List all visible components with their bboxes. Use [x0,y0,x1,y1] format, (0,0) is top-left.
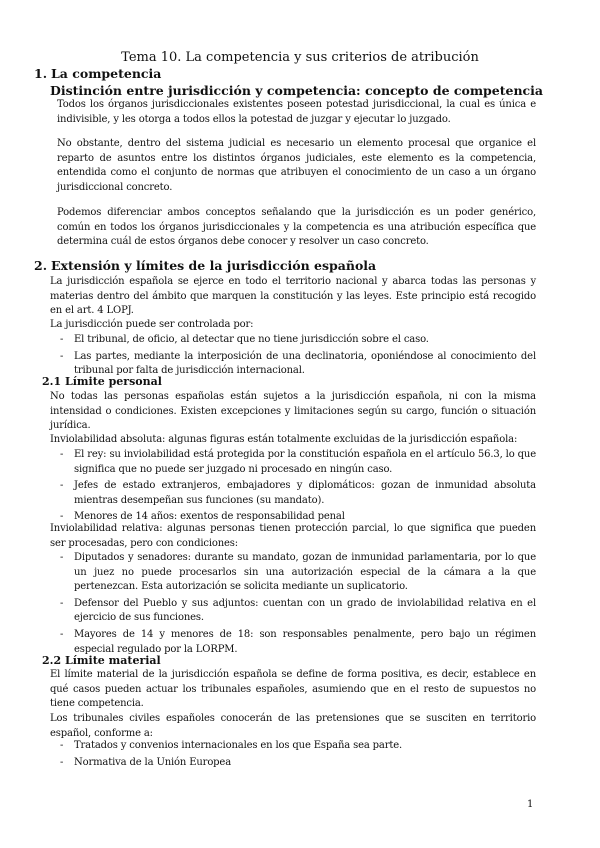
subsection-2-1-paragraph-3: Inviolabilidad relativa: algunas personas tienen protección parcial, lo que significa que pueden ser procesadas, pero con condiciones: [50,523,536,549]
subsection-2-1-paragraph-1: No todas las personas españolas están sujetos a la jurisdicción española, ni con la misma intensidad o condiciones. Existen excepciones y limitaciones según su cargo, función o situación jurídica. [50,391,536,432]
dash-bullet: - [60,597,64,609]
section-2-number: 2. [34,258,48,273]
list-item: - Tratados y convenios internacionales en los que España sea parte. [57,739,536,754]
section-2-paragraph-1: La jurisdicción española se ejerce en todo el territorio nacional y abarca todas las personas y materias dentro del ámbito que marquen la constitución y las leyes. Este principio está recogido en el art. 4 LOPJ. [50,276,536,317]
list-item: - Jefes de estado extranjeros, embajadores y diplomáticos: gozan de inmunidad absoluta mientras desempeñan sus funciones (su mandato). [60,480,536,506]
list-item: - Defensor del Pueblo y sus adjuntos: cuentan con un grado de inviolabilidad relativa en el ejercicio de sus funciones. [60,597,536,624]
section-1-heading [34,66,161,81]
dash-bullet: - [60,480,64,492]
list-item: - Mayores de 14 y menores de 18: son responsables penalmente, pero bajo un régimen especial regulado por la LORPM. [60,628,536,655]
subsection-2-1-paragraph-2: Inviolabilidad absoluta: algunas figuras están totalmente excluidas de la jurisdicción española: [50,434,518,445]
list-item: - Diputados y senadores: durante su mandato, gozan de inmunidad parlamentaria, por lo que un juez no puede procesarlos sin una autorización especial de la cámara a la que pertenezcan. Esta autorización se solicita mediante un suplicatorio. [60,552,536,593]
document-title: Tema 10. La competencia y sus criterios de atribución [121,50,479,65]
section-1-paragraph-2: No obstante, dentro del sistema judicial es necesario un elemento procesal que organice el reparto de asuntos entre los distintos órganos judiciales, este elemento es la competencia, entendida como el conjunto de normas que atribuyen el conocimiento de un caso a un órgano jurisdiccional concreto. [57,138,536,193]
dash-bullet: - [60,756,64,768]
section-2-heading [34,258,376,273]
subsection-2-2-heading: 2.2 Límite material [42,654,161,667]
subsection-2-2-paragraph-1: El límite material de la jurisdicción española se define de forma positiva, es decir, establece en qué casos pueden actuar los tribunales españoles, asumiendo que en el resto de supuestos no tiene competencia. [50,669,536,710]
list-item: - Menores de 14 años: exentos de responsabilidad penal [57,510,536,525]
list-item: - Las partes, mediante la interposición de una declinatoria, oponiéndose al conocimiento del tribunal por falta de jurisdicción internacional. [60,350,536,377]
absolute-inviolability-list [57,448,536,527]
list-item: - El tribunal, de oficio, al detectar que no tiene jurisdicción sobre el caso. [57,333,536,348]
section-1-title: La competencia [51,66,162,81]
dash-bullet: - [60,449,64,460]
dash-bullet: - [60,740,64,751]
relative-inviolability-list [57,551,536,659]
section-1-subheading: Distinción entre jurisdicción y competencia: concepto de competencia [50,83,544,98]
dash-bullet: - [60,334,64,345]
subsection-2-2-paragraph-2: Los tribunales civiles españoles conocerán de las pretensiones que se susciten en territorio español, conforme a: [50,713,536,739]
section-1-paragraph-1: Todos los órganos jurisdiccionales existentes poseen potestad jurisdiccional, la cual es única e indivisible, y les otorga a todos ellos la potestad de juzgar y ejecutar lo juzgado. [57,99,536,125]
dash-bullet: - [60,350,64,362]
dash-bullet: - [60,511,64,523]
subsection-2-1-heading: 2.1 Límite personal [42,375,162,388]
material-list [57,739,536,772]
control-list [57,333,536,381]
list-item: - Normativa de la Unión Europea [57,756,536,771]
page-number: 1 [527,799,534,810]
section-1-number: 1. [34,66,48,81]
list-item: - El rey: su inviolabilidad está protegida por la constitución española en el artículo 56.3, lo que significa que no puede ser juzgado ni procesado en ningún caso. [60,449,536,475]
dash-bullet: - [60,628,64,640]
section-2-title: Extensión y límites de la jurisdicción española [51,258,377,273]
section-2-paragraph-2: La jurisdicción puede ser controlada por: [50,319,254,330]
dash-bullet: - [60,552,64,563]
section-1-paragraph-3: Podemos diferenciar ambos conceptos señalando que la jurisdicción es un poder genérico, común en todos los órganos jurisdiccionales y la competencia es una atribución específica que determina cuál de estos órganos debe conocer y resolver un caso concreto. [57,207,536,248]
